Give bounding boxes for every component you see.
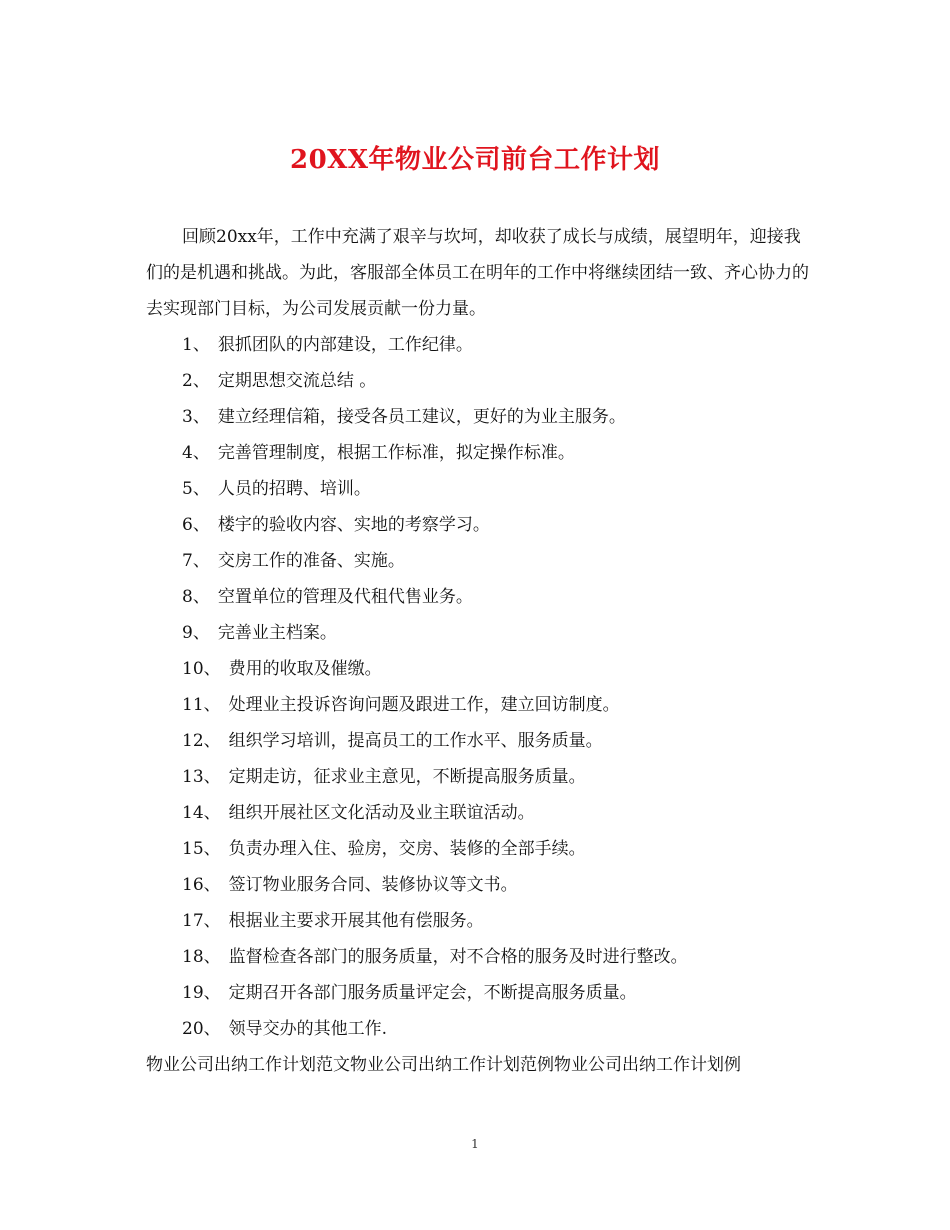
plan-item — [146, 795, 814, 831]
plan-item-number: 6、 — [182, 515, 210, 535]
plan-item — [146, 471, 814, 507]
plan-item-number: 12、 — [182, 731, 221, 751]
plan-item — [146, 831, 814, 867]
document-title: 20XX年物业公司前台工作计划 — [289, 145, 661, 175]
plan-item — [146, 867, 814, 903]
plan-item-number: 3、 — [182, 407, 210, 427]
plan-item — [146, 1011, 814, 1047]
plan-item-number: 13、 — [182, 767, 221, 787]
plan-item-number: 4、 — [182, 443, 210, 463]
plan-item-number: 1、 — [182, 335, 210, 355]
plan-item — [146, 363, 814, 399]
plan-item-text: 组织学习培训，提高员工的工作水平、服务质量。 — [228, 731, 603, 751]
plan-item-text: 建立经理信箱，接受各员工建议，更好的为业主服务。 — [217, 407, 626, 427]
plan-item — [146, 651, 814, 687]
plan-item — [146, 939, 814, 975]
plan-item — [146, 543, 814, 579]
plan-item — [146, 615, 814, 651]
plan-item-list — [146, 327, 814, 1047]
plan-item-number: 8、 — [182, 587, 210, 607]
plan-item-number: 14、 — [182, 803, 221, 823]
plan-item-text: 完善业主档案。 — [217, 623, 337, 643]
plan-item-text: 签订物业服务合同、装修协议等文书。 — [228, 875, 518, 895]
plan-item-number: 18、 — [182, 947, 221, 967]
plan-item-text: 处理业主投诉咨询问题及跟进工作，建立回访制度。 — [228, 695, 620, 715]
plan-item-number: 16、 — [182, 875, 221, 895]
plan-item-number: 7、 — [182, 551, 210, 571]
plan-item-text: 狠抓团队的内部建设，工作纪律。 — [217, 335, 473, 355]
plan-item-text: 根据业主要求开展其他有偿服务。 — [228, 911, 484, 931]
plan-item-text: 楼宇的验收内容、实地的考察学习。 — [217, 515, 490, 535]
plan-item — [146, 687, 814, 723]
plan-item — [146, 579, 814, 615]
plan-item-number: 5、 — [182, 479, 210, 499]
plan-item — [146, 723, 814, 759]
plan-item — [146, 759, 814, 795]
plan-item-number: 11、 — [182, 695, 221, 715]
plan-item-number: 10、 — [182, 659, 221, 679]
plan-item-text: 监督检查各部门的服务质量，对不合格的服务及时进行整改。 — [228, 947, 688, 967]
plan-item-text: 交房工作的准备、实施。 — [217, 551, 405, 571]
plan-item — [146, 507, 814, 543]
plan-item-number: 2、 — [182, 371, 210, 391]
plan-item-text: 定期召开各部门服务质量评定会，不断提高服务质量。 — [228, 983, 637, 1003]
plan-item-text: 人员的招聘、培训。 — [217, 479, 371, 499]
plan-item — [146, 435, 814, 471]
plan-item-text: 空置单位的管理及代租代售业务。 — [217, 587, 473, 607]
plan-item-text: 费用的收取及催缴。 — [228, 659, 382, 679]
plan-item-number: 17、 — [182, 911, 221, 931]
plan-item-text: 完善管理制度，根据工作标准，拟定操作标准。 — [217, 443, 575, 463]
document-body — [146, 219, 814, 1083]
plan-item-number: 20、 — [182, 1019, 221, 1039]
plan-item-text: 组织开展社区文化活动及业主联谊活动。 — [228, 803, 535, 823]
plan-item-text: 定期思想交流总结 。 — [217, 371, 377, 391]
plan-item-text: 领导交办的其他工作. — [228, 1019, 388, 1039]
plan-item — [146, 327, 814, 363]
plan-item-number: 19、 — [182, 983, 221, 1003]
plan-item-number: 9、 — [182, 623, 210, 643]
plan-item — [146, 975, 814, 1011]
plan-item-number: 15、 — [182, 839, 221, 859]
plan-item — [146, 903, 814, 939]
plan-item-text: 负责办理入住、验房，交房、装修的全部手续。 — [228, 839, 586, 859]
page-number: 1 — [471, 1137, 479, 1151]
intro-paragraph: 回顾20xx年，工作中充满了艰辛与坎坷，却收获了成长与成绩，展望明年，迎接我们的是机遇和挑战。为此，客服部全体员工在明年的工作中将继续团结一致、齐心协力的去实现部门目标，为公司发展贡献一份力量。 — [146, 227, 809, 319]
related-titles-line: 物业公司出纳工作计划范文物业公司出纳工作计划范例物业公司出纳工作计划例 — [146, 1055, 741, 1075]
plan-item — [146, 399, 814, 435]
plan-item-text: 定期走访，征求业主意见，不断提高服务质量。 — [228, 767, 586, 787]
